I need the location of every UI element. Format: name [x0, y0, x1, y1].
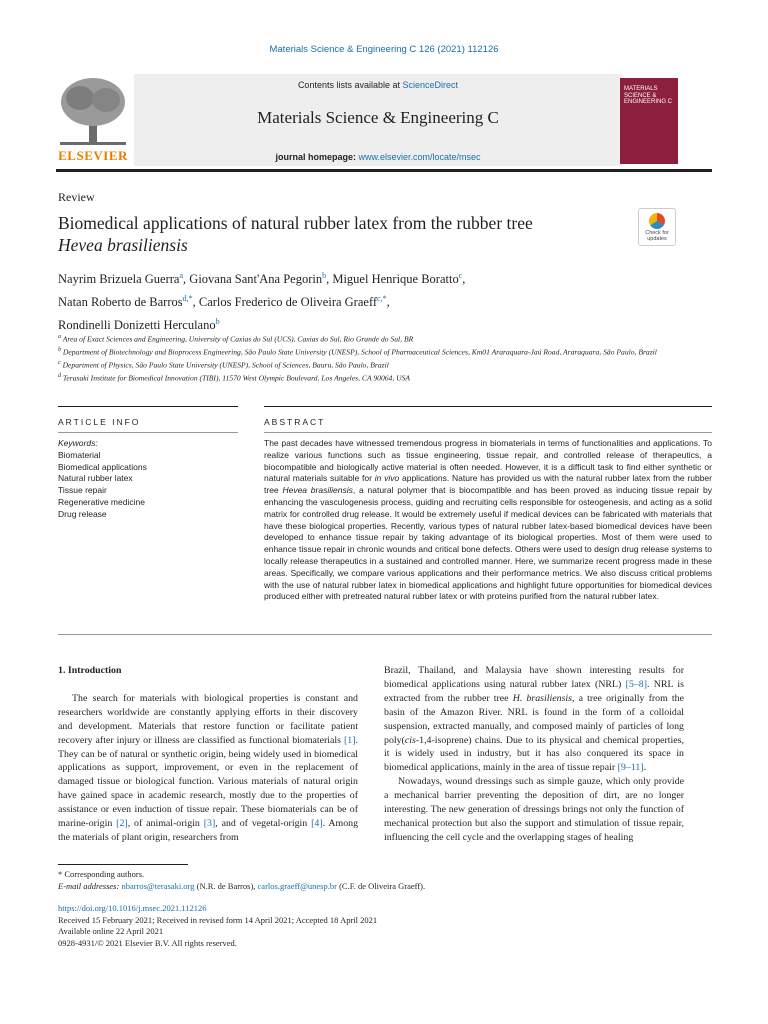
abstract-italic: in vivo	[374, 473, 400, 484]
email-link[interactable]: nbarros@terasaki.org	[121, 881, 195, 891]
author-affil-sup[interactable]: a	[179, 271, 184, 280]
affiliation-sup: d	[58, 373, 61, 380]
article-info-subrule	[58, 432, 238, 433]
abstract-part: applications. Nature has provided us with the natural rubber latex from the rubber tree	[264, 473, 712, 496]
affiliation-item	[58, 358, 718, 371]
body-text: . Among the materials of plant origin, researchers from	[58, 818, 359, 843]
affiliation-text: Department of Biotechnology and Bioprocess Engineering, São Paulo State University (UNESP), School of Pharmaceutical Sciences, Km01 Araraquara-Jaú Road, Araraquara, São Paulo, Brazil	[62, 347, 657, 357]
citation-link[interactable]: [1]	[344, 734, 356, 746]
keyword-item: Biomaterial	[58, 449, 101, 460]
keyword-item: Natural rubber latex	[58, 473, 133, 484]
author-list: Nayrim Brizuela Guerra$^a$, Giovana Sant'Ana Pegorin$^b$, Miguel Henrique Boratto$^c$, Natan Roberto de Barros$^{d,*}$, Carlos Frederico de Oliveira Graeff$^{c,*}$, Rondinelli Donizetti Herculano$^b$	[58, 271, 466, 333]
body-text: . They can be of natural or synthetic origin, being widely used in biomedical applications as support, improvement, or even in the replacement of damaged tissue or biological function. Various materials of natural origin have gained space in academic research, mostly due to the properties of assistance or even induction of tissue repair. These biomaterials can be of marine-origin	[58, 734, 358, 830]
cover-text: MATERIALS SCIENCE & ENGINEERING C	[624, 86, 673, 105]
body-text: The search for materials with biological properties is constant and researchers worldwide are constantly applying efforts in their discovery and development. Materials that restore function or facilitate patient recovery after injury or illness are classified as functional biomaterials	[58, 692, 358, 746]
body-text: -1,4-isoprene) chains. Due to its physical and chemical properties, it is widely used in industry, but it has also conquered its space in biomedical applications, mainly in the area of tissue repair	[384, 734, 684, 774]
affiliation-text: Department of Physics, São Paulo State University (UNESP), School of Sciences, Bauru, São Paulo, Brazil	[62, 360, 389, 370]
body-text: , and of vegetal-origin	[215, 818, 308, 830]
journal-reference[interactable]: Materials Science & Engineering C 126 (2021) 112126	[269, 44, 499, 55]
email-owner: (N.R. de Barros),	[196, 881, 256, 891]
intro-left-column	[58, 664, 358, 845]
author-name[interactable]: Rondinelli Donizetti Herculano	[58, 318, 216, 333]
author-affil-sup[interactable]: b	[322, 271, 327, 280]
affiliation-sup: a	[58, 334, 61, 340]
body-text: Brazil, Thailand, and Malaysia have shown interesting results for biomedical applications using natural rubber latex (NRL)	[384, 665, 684, 690]
citation-link[interactable]: [4]	[311, 818, 323, 830]
contents-prefix: Contents lists available at	[297, 80, 400, 90]
abstract-italic: Hevea brasiliensis	[282, 485, 353, 496]
citation-link[interactable]: [3]	[203, 818, 216, 830]
body-text: . NRL is extracted from the rubber tree	[384, 678, 684, 704]
author-name[interactable]: Miguel Henrique Boratto	[332, 272, 459, 287]
title-line-1: Biomedical applications of natural rubber latex from the rubber tree	[58, 213, 533, 233]
citation-link[interactable]: [5–8]	[625, 678, 648, 690]
journal-title: Materials Science & Engineering C	[257, 108, 499, 127]
article-title	[58, 212, 618, 256]
abstract-part: The past decades have witnessed tremendous progress in biomaterials in terms of functionalities and applications. To realize various functions such as tissue engineering, tissue repair, and controlled release of therapeutics, a biocompatible and biologically active material is often needed. However, it is a difficult task to find either synthetic or natural materials suitable for	[264, 438, 712, 484]
email-link[interactable]: carlos.graeff@unesp.br	[257, 881, 337, 891]
contents-line	[134, 80, 622, 90]
keyword-item: Tissue repair	[58, 485, 107, 496]
article-info-rule	[58, 406, 238, 407]
abstract-subrule	[264, 432, 712, 433]
affiliation-item	[58, 345, 718, 358]
homepage-prefix: journal homepage:	[275, 152, 356, 162]
affiliation-item	[58, 371, 718, 384]
body-text: , a tree originally from the basin of the Amazon River. NRL is found in the form of a colloidal suspension, extracted manually, and composed mainly of particles of long poly(	[384, 692, 684, 746]
check-updates-label: Check for updates	[645, 230, 669, 242]
journal-cover[interactable]	[620, 78, 678, 164]
abstract-part: , a natural polymer that is biocompatible and has been proved as inducing tissue repair by enhancing the vasculogenesis process, guiding and recruiting cells responsible for osteogenesis, and acting as a solid matrix for controlled drug release. It would be extremely useful if medical devices can be fabricated with materials that have these biological properties. Recently, various types of natural rubber latex-based biomedical devices have been developed to enhance tissue repair by taking advantage of its biological properties. Most of them were used to enhance tissue repair in chronic wounds and critical bone defects. Others were used to design drug release systems to locally release therapeutics in a sustained and controlled manner. Here, we summarize recent progress made in these areas. Specifically, we compare various applications and their performance metrics. We also discuss critical problems with the use of natural rubber latex in biomedical applications and highlight future opportunities for biomedical devices produced either with pretreated natural rubber latex or with proteins purified from the natural rubber latex.	[264, 485, 712, 602]
keyword-item: Drug release	[58, 508, 107, 519]
copyright-line: 0928-4931/© 2021 Elsevier B.V. All rights reserved.	[58, 938, 237, 949]
email-line	[58, 880, 718, 892]
sciencedirect-link[interactable]: ScienceDirect	[402, 80, 459, 90]
elsevier-logo	[56, 74, 130, 166]
publication-info	[58, 903, 718, 950]
author-affil-sup[interactable]: c	[458, 271, 463, 280]
check-updates-icon	[649, 213, 665, 229]
intro-right-column	[384, 664, 684, 845]
intro-paragraph: Brazil, Thailand, and Malaysia have shown interesting results for biomedical applications using natural rubber latex (NRL) [5–8]. NRL is extracted from the rubber tree H. brasiliensis, a tree originally from the basin of the Amazon River. NRL is found in the form of a colloidal suspension, extracted manually, and composed mainly of particles of long poly(cis-1,4-isoprene) chains. Due to its physical and chemical properties, it is widely used in industry, but it has also conquered its space in biomedical applications, mainly in the area of tissue repair [9–11].	[384, 665, 684, 774]
intro-paragraph: The search for materials with biological properties is constant and researchers worldwide are constantly applying efforts in their discovery and development. Materials that restore function or facilitate patient recovery after injury or illness are classified as functional biomaterials [1]. They can be of natural or synthetic origin, being widely used in biomedical applications as support, improvement, or even in the replacement of damaged tissue or biological function. Various materials of natural origin have gained space in academic research, mostly due to the properties of assistance or even induction of tissue repair. These biomaterials can be of marine-origin [2], of animal-origin [3], and of vegetal-origin [4]. Among the materials of plant origin, researchers from	[58, 692, 359, 843]
publisher-name: ELSEVIER	[58, 148, 128, 163]
affiliation-list	[58, 332, 718, 384]
affiliation-text: Area of Exact Sciences and Engineering, University of Caxias do Sul (UCS), Caxias do Sul, Rio Grande do Sul, BR	[62, 334, 414, 344]
footnote-rule	[58, 864, 188, 865]
affiliation-sup: c	[58, 360, 61, 367]
body-italic: H. brasiliensis	[512, 692, 572, 704]
email-owner: (C.F. de Oliveira Graeff).	[339, 881, 426, 891]
section-heading: 1. Introduction	[58, 665, 122, 676]
intro-paragraph: Nowadays, wound dressings such as simple gauze, which only provide a mechanical barrier preventing the deposition of dirt, are no longer interesting. The new generation of dressings brings not only the function of mechanical protection but also the support and stimulation of tissue repair, influencing the cell cycle and the overlapping stages of healing	[384, 776, 684, 843]
abstract-heading: ABSTRACT	[264, 417, 326, 427]
author-name[interactable]: Natan Roberto de Barros	[58, 295, 183, 310]
keywords-heading: Keywords:	[58, 438, 98, 448]
check-for-updates-button[interactable]	[638, 208, 676, 246]
homepage-link[interactable]: www.elsevier.com/locate/msec	[358, 152, 481, 162]
citation-link[interactable]: [2]	[116, 818, 128, 830]
author-affil-sup[interactable]: d,*	[182, 294, 193, 304]
affiliation-text: Terasaki Institute for Biomedical Innovation (TIBI), 11570 West Olympic Boulevard, Los Angeles, CA 90064, USA	[62, 373, 411, 383]
author-name[interactable]: Giovana Sant'Ana Pegorin	[189, 272, 323, 287]
article-info-heading: ARTICLE INFO	[58, 417, 141, 427]
journal-banner	[56, 74, 712, 172]
article-type: Review	[58, 190, 95, 204]
doi-link[interactable]: https://doi.org/10.1016/j.msec.2021.112126	[58, 903, 207, 913]
homepage-line	[134, 152, 622, 162]
body-italic: cis	[404, 734, 416, 746]
affiliation-item	[58, 332, 718, 345]
corresponding-note: * Corresponding authors.	[58, 869, 145, 879]
keywords-list	[58, 438, 238, 521]
author-name[interactable]: Carlos Frederico de Oliveira Graeff	[198, 295, 378, 310]
body-text: of animal-origin	[134, 818, 200, 830]
author-affil-sup[interactable]: c,*	[377, 294, 387, 304]
keyword-item: Regenerative medicine	[58, 496, 145, 507]
received-dates: Received 15 February 2021; Received in revised form 14 April 2021; Accepted 18 April 2021	[58, 914, 378, 925]
abstract-bottom-rule	[58, 634, 712, 635]
keyword-item: Biomedical applications	[58, 461, 147, 472]
online-date: Available online 22 April 2021	[58, 926, 164, 937]
footnote	[58, 868, 718, 892]
affiliation-sup: b	[58, 347, 61, 354]
author-affil-sup[interactable]: b	[215, 317, 220, 327]
author-name[interactable]: Nayrim Brizuela Guerra	[58, 272, 180, 287]
abstract-rule	[264, 406, 712, 407]
banner-center	[134, 74, 622, 166]
tree-icon	[56, 74, 130, 148]
email-label: E-mail addresses:	[58, 881, 120, 891]
title-line-2: Hevea brasiliensis	[58, 235, 188, 255]
citation-link[interactable]: [9–11]	[617, 762, 644, 774]
abstract-text	[264, 438, 712, 603]
